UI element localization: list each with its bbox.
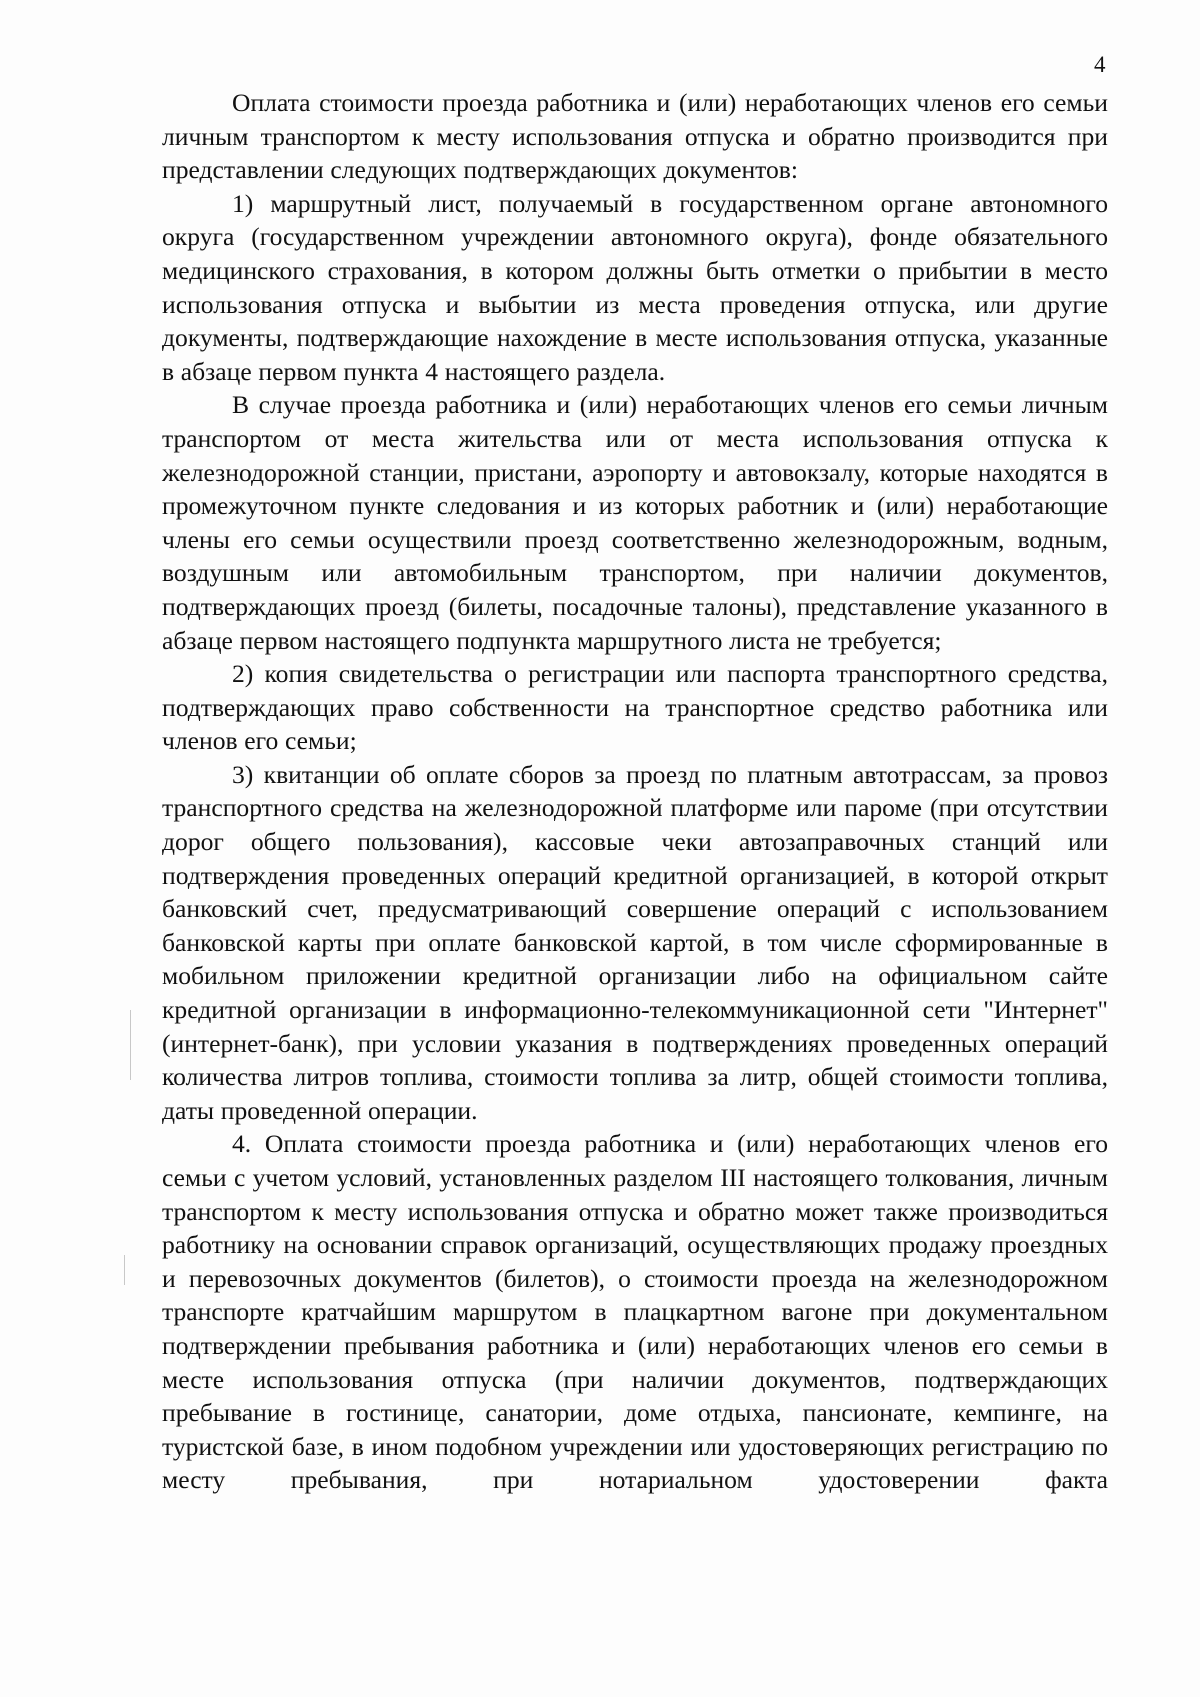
paragraph-intro: Оплата стоимости проезда работника и (или) неработающих членов его семьи личным транспортом к месту использования отпуска и обратно производится при представлении следующих подтверждающих документов: [162,88,1108,185]
scan-margin-mark [124,1255,125,1285]
paragraph-section-4: 4. Оплата стоимости проезда работника и (или) неработающих членов его семьи с учетом условий, установленных разделом III настоящего толкования, личным транспортом к месту использования отпуска и обратно может также производиться работнику на основании справок организаций, осуществляющих продажу проездных и перевозочных документов (билетов), о стоимости проезда на железнодорожном транспорте кратчайшим маршрутом в плацкартном вагоне при документальном подтверждении пребывания работника и (или) неработающих членов его семьи в месте использования отпуска (при наличии документов, подтверждающих пребывание в гостинице, санатории, доме отдыха, пансионате, кемпинге, на туристской базе, в ином подобном учреждении или удостоверяющих регистрацию по месту пребывания, при нотариальном удостоверении факта [162,1129,1108,1495]
paragraph-item-1: 1) маршрутный лист, получаемый в государственном органе автономного округа (государственном учреждении автономного округа), фонде обязательного медицинского страхования, в котором должны быть отметки о прибытии в место использования отпуска и выбытии из места проведения отпуска, или другие документы, подтверждающие нахождение в месте использования отпуска, указанные в абзаце первом пункта 4 настоящего раздела. [162,188,1108,386]
scan-margin-mark [130,1010,131,1080]
paragraph-item-3: 3) квитанции об оплате сборов за проезд по платным автотрассам, за провоз транспортного средства на железнодорожной платформе или пароме (при отсутствии дорог общего пользования), кассовые чеки автозаправочных станций или подтверждения проведенных операций кредитной организацией, в которой открыт банковский счет, предусматривающий совершение операций с использованием банковской карты при оплате банковской картой, в том числе сформированные в мобильном приложении кредитной организации либо на официальном сайте кредитной организации в информационно-телекоммуникационной сети "Интернет" (интернет-банк), при условии указания в подтверждениях проведенных операций количества литров топлива, стоимости топлива за литр, общей стоимости топлива, даты проведенной операции. [162,759,1108,1125]
paragraph-item-1-note: В случае проезда работника и (или) неработающих членов его семьи личным транспортом от места жительства или от места использования отпуска к железнодорожной станции, пристани, аэропорту и автовокзалу, которые находятся в промежуточном пункте следования и из которых работник и (или) неработающие члены его семьи осуществили проезд соответственно железнодорожным, водным, воздушным или автомобильным транспортом, при наличии документов, подтверждающих проезд (билеты, посадочные талоны), представление указанного в абзаце первом настоящего подпункта маршрутного листа не требуется; [162,390,1108,655]
paragraph-item-2: 2) копия свидетельства о регистрации или паспорта транспортного средства, подтверждающих право собственности на транспортное средство работника или членов его семьи; [162,659,1108,756]
page-number: 4 [1094,52,1106,77]
document-body [162,86,1108,1497]
